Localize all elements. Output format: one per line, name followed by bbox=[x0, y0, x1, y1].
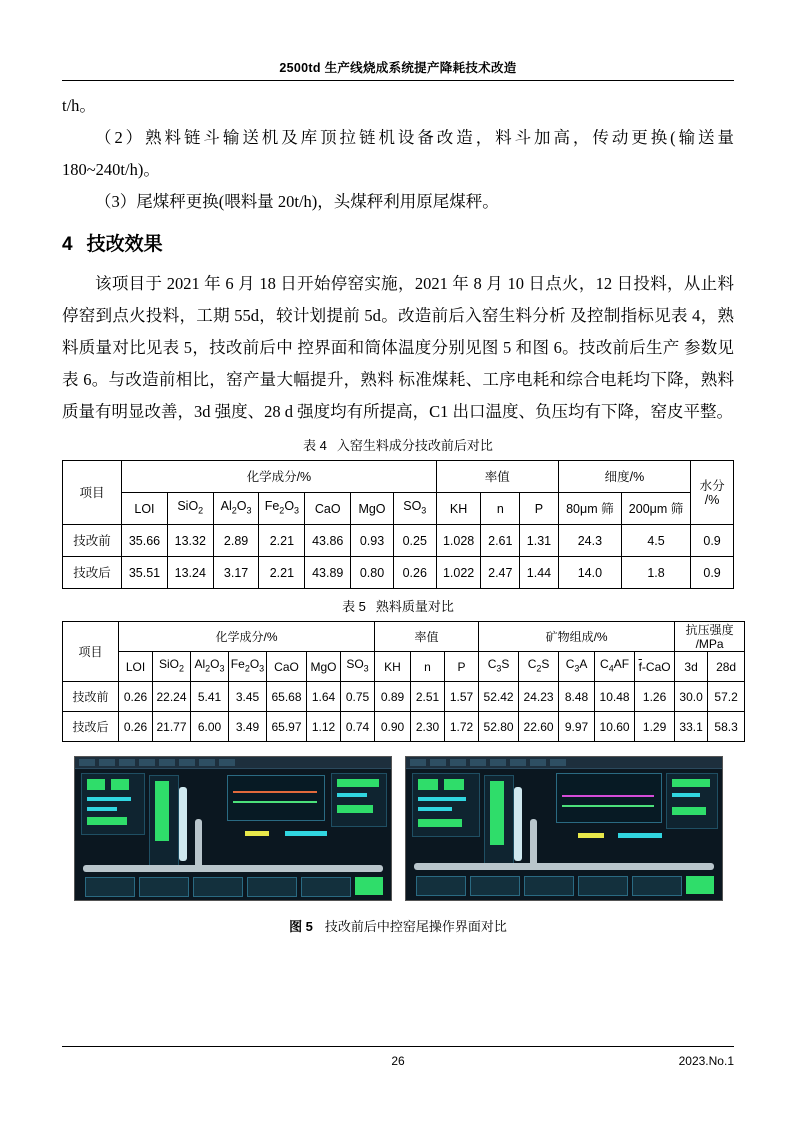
table4-cell: 4.5 bbox=[621, 525, 690, 557]
table4-caption-title: 入窑生料成分技改前后对比 bbox=[336, 438, 493, 453]
section-heading bbox=[62, 228, 734, 262]
table4-sub-mgo: MgO bbox=[351, 493, 394, 525]
table-row bbox=[63, 712, 745, 742]
table4-cell: 1.028 bbox=[436, 525, 481, 557]
table5-header-strength: 抗压强度 /MPa bbox=[675, 622, 745, 652]
table4-sub-fe2o3: $Fe_2O_3$ bbox=[259, 493, 305, 525]
body-region bbox=[62, 90, 738, 943]
table4-sub-p: P bbox=[520, 493, 559, 525]
table5-cell: 22.24 bbox=[153, 682, 191, 712]
table-row bbox=[63, 682, 745, 712]
header-rule bbox=[62, 80, 734, 81]
table5-row1-label: 技改后 bbox=[63, 712, 119, 742]
table5-cell: 21.77 bbox=[153, 712, 191, 742]
table4-sub-n: n bbox=[481, 493, 520, 525]
table5-cell: 24.23 bbox=[519, 682, 559, 712]
footer-rule bbox=[62, 1046, 734, 1047]
table5-cell: 0.75 bbox=[341, 682, 375, 712]
table5-cell: 2.30 bbox=[411, 712, 445, 742]
table5-cell: 1.64 bbox=[307, 682, 341, 712]
page-number: 26 bbox=[391, 1054, 405, 1068]
table4-cell: 0.93 bbox=[351, 525, 394, 557]
table5-cell: 52.42 bbox=[479, 682, 519, 712]
table5-cell: 65.97 bbox=[267, 712, 307, 742]
table5-cell: 22.60 bbox=[519, 712, 559, 742]
table-row bbox=[63, 461, 734, 493]
table5-caption bbox=[62, 598, 734, 616]
table4-cell: 0.9 bbox=[691, 557, 734, 589]
table5-caption-title: 熟料质量对比 bbox=[375, 599, 454, 614]
table5-cell: 0.26 bbox=[119, 682, 153, 712]
table4-header-chemistry: 化学成分/% bbox=[122, 461, 437, 493]
table4-sub-80um: 80μm 筛 bbox=[558, 493, 621, 525]
table5-cell: 58.3 bbox=[708, 712, 745, 742]
table5-cell: 10.48 bbox=[595, 682, 635, 712]
table4-row1-label: 技改后 bbox=[63, 557, 122, 589]
table5-cell: 0.74 bbox=[341, 712, 375, 742]
table5-cell: 0.26 bbox=[119, 712, 153, 742]
table5-cell: 30.0 bbox=[675, 682, 708, 712]
table4-cell: 14.0 bbox=[558, 557, 621, 589]
table-clinker-quality-comparison bbox=[62, 621, 745, 742]
figure-caption bbox=[62, 911, 734, 943]
figure-control-room-before bbox=[74, 756, 392, 901]
table5-cell: 52.80 bbox=[479, 712, 519, 742]
table4-header-moduli: 率值 bbox=[436, 461, 558, 493]
paragraph-effects: 该项目于 2021 年 6 月 18 日开始停窑实施，2021 年 8 月 10 日点火，12 日投料，从止料停窑到点火投料，工期 55d，较计划提前 5d。改造前后入窑生料分析 及控制指标见表 4，熟料质量对比见表 5，技改前后中 控界面和筒体温度分别见图 5 和图 6。技改前后生产 参数见表 6。与改造前相比，窑产量大幅提升，熟料 标准煤耗、工序电耗和综合电耗均下降，熟料质量有明显改善，3d 强度、28 d 强度均有所提高，C1 出口温度、负压均有下降，窑皮平整。 bbox=[62, 274, 734, 421]
section-number: 4 bbox=[62, 234, 73, 255]
table5-header-chemistry: 化学成分/% bbox=[119, 622, 375, 652]
table4-cell: 1.44 bbox=[520, 557, 559, 589]
table4-cell: 1.022 bbox=[436, 557, 481, 589]
table4-cell: 24.3 bbox=[558, 525, 621, 557]
table5-sub-kh: KH bbox=[375, 652, 411, 682]
table4-cell: 2.47 bbox=[481, 557, 520, 589]
table4-cell: 2.21 bbox=[259, 557, 305, 589]
table5-sub-so3: $SO_3$ bbox=[341, 652, 375, 682]
table4-caption-number: 表 4 bbox=[303, 438, 327, 453]
paragraph-item-3: （3）尾煤秤更换(喂料量 20t/h)，头煤秤利用原尾煤秤。 bbox=[95, 192, 499, 211]
table5-sub-c3s: $C_3S$ bbox=[479, 652, 519, 682]
table5-cell: 1.57 bbox=[445, 682, 479, 712]
table4-header-item: 项目 bbox=[63, 461, 122, 525]
table-row bbox=[63, 493, 734, 525]
table4-cell: 0.26 bbox=[393, 557, 436, 589]
table-row bbox=[63, 652, 745, 682]
table4-header-fineness: 细度/% bbox=[558, 461, 690, 493]
table5-cell: 2.51 bbox=[411, 682, 445, 712]
table5-sub-n: n bbox=[411, 652, 445, 682]
table4-cell: 3.17 bbox=[213, 557, 259, 589]
table4-cell: 2.61 bbox=[481, 525, 520, 557]
table4-header-moisture: 水分 /% bbox=[691, 461, 734, 525]
table5-cell: 65.68 bbox=[267, 682, 307, 712]
table5-cell: 3.49 bbox=[229, 712, 267, 742]
table4-cell: 2.21 bbox=[259, 525, 305, 557]
table4-sub-al2o3: $Al_2O_3$ bbox=[213, 493, 259, 525]
table4-cell: 1.8 bbox=[621, 557, 690, 589]
table5-cell: 0.90 bbox=[375, 712, 411, 742]
section-title: 技改效果 bbox=[86, 234, 163, 255]
table4-cell: 35.66 bbox=[122, 525, 168, 557]
table5-sub-al2o3: $Al_2O_3$ bbox=[191, 652, 229, 682]
table4-cell: 13.32 bbox=[167, 525, 213, 557]
table5-cell: 8.48 bbox=[559, 682, 595, 712]
table5-header-item: 项目 bbox=[63, 622, 119, 682]
table4-cell: 0.9 bbox=[691, 525, 734, 557]
table4-sub-200um: 200μm 筛 bbox=[621, 493, 690, 525]
table5-cell: 6.00 bbox=[191, 712, 229, 742]
table5-sub-mgo: MgO bbox=[307, 652, 341, 682]
table4-row0-label: 技改前 bbox=[63, 525, 122, 557]
table5-row0-label: 技改前 bbox=[63, 682, 119, 712]
table4-cell: 13.24 bbox=[167, 557, 213, 589]
page-content bbox=[62, 0, 738, 1122]
table4-sub-loi: LOI bbox=[122, 493, 168, 525]
table5-cell: 57.2 bbox=[708, 682, 745, 712]
table4-cell: 43.89 bbox=[305, 557, 351, 589]
table5-cell: 0.89 bbox=[375, 682, 411, 712]
table5-cell: 9.97 bbox=[559, 712, 595, 742]
paragraph-line-top: t/h。 bbox=[62, 96, 96, 115]
table5-sub-fe2o3: $Fe_2O_3$ bbox=[229, 652, 267, 682]
table-raw-meal-comparison bbox=[62, 460, 734, 589]
table5-sub-c4af: $C_4AF$ bbox=[595, 652, 635, 682]
figure-caption-title: 技改前后中控窑尾操作界面对比 bbox=[324, 919, 507, 934]
table4-cell: 2.89 bbox=[213, 525, 259, 557]
table5-sub-cao: CaO bbox=[267, 652, 307, 682]
table4-sub-sio2: SiO$_2$ bbox=[167, 493, 213, 525]
table5-header-moduli: 率值 bbox=[375, 622, 479, 652]
figure-caption-number: 图 5 bbox=[289, 919, 313, 934]
table4-sub-kh: KH bbox=[436, 493, 481, 525]
table5-sub-3d: 3d bbox=[675, 652, 708, 682]
paragraph-item-2: （2）熟料链斗输送机及库顶拉链机设备改造，料斗加高，传动更换(输送量 180~240t/h)。 bbox=[62, 128, 734, 179]
table5-caption-number: 表 5 bbox=[342, 599, 366, 614]
table5-sub-p: P bbox=[445, 652, 479, 682]
running-header: 2500td 生产线烧成系统提产降耗技术改造 bbox=[279, 61, 517, 75]
table-row bbox=[63, 557, 734, 589]
figure-control-room-after bbox=[405, 756, 723, 901]
table4-caption bbox=[62, 437, 734, 455]
table5-cell: 1.29 bbox=[635, 712, 675, 742]
issue-label: 2023.No.1 bbox=[678, 1054, 734, 1068]
table5-cell: 33.1 bbox=[675, 712, 708, 742]
table5-sub-loi: LOI bbox=[119, 652, 153, 682]
table5-sub-fcao: $\overline{f}$-CaO bbox=[635, 652, 675, 682]
table4-cell: 35.51 bbox=[122, 557, 168, 589]
table4-sub-so3: $SO_3$ bbox=[393, 493, 436, 525]
table5-sub-sio2: SiO$_2$ bbox=[153, 652, 191, 682]
table5-cell: 5.41 bbox=[191, 682, 229, 712]
table5-cell: 1.72 bbox=[445, 712, 479, 742]
table4-cell: 0.80 bbox=[351, 557, 394, 589]
table5-cell: 10.60 bbox=[595, 712, 635, 742]
table5-cell: 3.45 bbox=[229, 682, 267, 712]
table5-sub-28d: 28d bbox=[708, 652, 745, 682]
table5-sub-c3a: $C_3A$ bbox=[559, 652, 595, 682]
table4-cell: 0.25 bbox=[393, 525, 436, 557]
table5-sub-c2s: $C_2S$ bbox=[519, 652, 559, 682]
figure-pair bbox=[62, 756, 734, 901]
table4-cell: 1.31 bbox=[520, 525, 559, 557]
table5-header-minerals: 矿物组成/% bbox=[479, 622, 675, 652]
table-row bbox=[63, 525, 734, 557]
table4-sub-cao: CaO bbox=[305, 493, 351, 525]
table5-cell: 1.12 bbox=[307, 712, 341, 742]
table-row bbox=[63, 622, 745, 652]
table5-cell: 1.26 bbox=[635, 682, 675, 712]
table4-cell: 43.86 bbox=[305, 525, 351, 557]
